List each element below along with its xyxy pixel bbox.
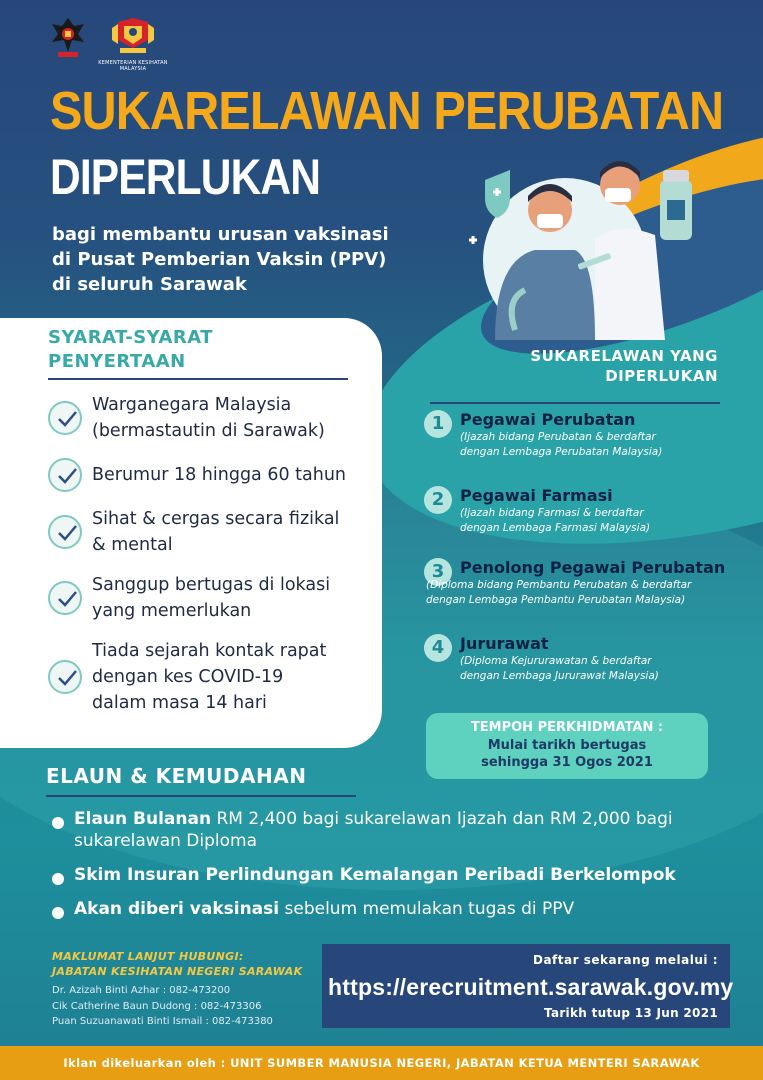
volunteer-desc: dengan Lembaga Farmasi Malaysia) <box>460 522 651 534</box>
requirement-text: Warganegara Malaysia <box>92 395 292 415</box>
subtitle <box>52 222 472 297</box>
requirement-text: Berumur 18 hingga 60 tahun <box>92 465 347 485</box>
check-icon <box>48 401 82 435</box>
contact-title-line: JABATAN KESIHATAN NEGERI SARAWAK <box>52 965 303 978</box>
service-period-line: Mulai tarikh bertugas <box>487 738 647 753</box>
subtitle-line: di seluruh Sarawak <box>52 274 247 295</box>
bullet-icon <box>52 817 64 829</box>
divider <box>48 378 348 380</box>
volunteers-title-line: SUKARELAWAN YANG <box>530 347 718 365</box>
contact-person: Cik Catherine Baun Dudong : 082-473306 <box>52 1000 262 1012</box>
volunteer-desc: (Diploma Kejururawatan & berdaftar <box>460 655 652 667</box>
requirement-item <box>48 572 364 624</box>
requirements-title: SYARAT-SYARAT PENYERTAAN <box>48 327 214 372</box>
benefits-title: ELAUN & KEMUDAHAN <box>46 764 307 788</box>
contact-title <box>52 949 302 979</box>
requirement-item <box>48 392 364 444</box>
number-badge: 3 <box>424 558 452 586</box>
requirement-text: (bermastautin di Sarawak) <box>92 421 325 441</box>
contact-title-line: MAKLUMAT LANJUT HUBUNGI: <box>52 950 244 963</box>
benefit-bold: Elaun Bulanan <box>74 809 212 829</box>
requirement-text: & mental <box>92 535 173 555</box>
benefit-text: RM 2,400 bagi sukarelawan Ijazah dan RM 2,000 bagi sukarelawan Diploma <box>74 809 673 851</box>
requirement-item <box>48 506 364 558</box>
logo-group <box>48 14 168 72</box>
requirement-text: yang memerlukan <box>92 601 252 621</box>
sarawak-crest-logo <box>48 14 86 60</box>
register-label: Daftar sekarang melalui : <box>533 953 718 967</box>
volunteer-desc: dengan Lembaga Pembantu Perubatan Malaysia) <box>426 594 686 606</box>
requirements-card <box>0 318 382 748</box>
benefit-item <box>52 808 712 852</box>
volunteer-desc: dengan Lembaga Perubatan Malaysia) <box>460 446 663 458</box>
volunteer-item <box>424 486 650 536</box>
volunteer-item <box>424 558 725 608</box>
footer: Iklan dikeluarkan oleh : UNIT SUMBER MANUSIA NEGERI, JABATAN KETUA MENTERI SARAWAK <box>0 1046 763 1080</box>
benefit-text: sebelum memulakan tugas di PPV <box>279 899 575 919</box>
benefit-item <box>52 898 712 920</box>
number-badge: 4 <box>424 634 452 662</box>
bullet-icon <box>52 907 64 919</box>
volunteer-role: Penolong Pegawai Perubatan <box>460 558 726 577</box>
volunteer-role: Pegawai Perubatan <box>460 410 636 429</box>
vaccination-illustration <box>455 140 705 340</box>
requirement-text: dengan kes COVID-19 <box>92 667 284 687</box>
benefit-bold: Skim Insuran Perlindungan Kemalangan Peribadi Berkelompok <box>74 865 676 885</box>
requirement-item <box>48 638 364 716</box>
number-badge: 2 <box>424 486 452 514</box>
ministry-name: KEMENTERIAN KESIHATAN MALAYSIA <box>98 60 168 72</box>
check-icon <box>48 458 82 492</box>
subtitle-line: di Pusat Pemberian Vaksin (PPV) <box>52 249 387 270</box>
register-url-link[interactable]: https://erecruitment.sarawak.gov.my <box>328 974 734 1000</box>
requirement-text: Sihat & cergas secara fizikal <box>92 509 340 529</box>
volunteer-desc: (Ijazah bidang Farmasi & berdaftar <box>460 507 644 519</box>
check-icon <box>48 581 82 615</box>
requirement-text: dalam masa 14 hari <box>92 693 267 713</box>
volunteer-desc: (Diploma bidang Pembantu Perubatan & berdaftar <box>426 579 692 591</box>
bullet-icon <box>52 873 64 885</box>
contact-person: Dr. Azizah Binti Azhar : 082-473200 <box>52 985 231 996</box>
service-period-box <box>426 713 708 779</box>
service-period-title: TEMPOH PERKHIDMATAN : <box>470 720 664 735</box>
divider <box>46 795 356 797</box>
closing-date: Tarikh tutup 13 Jun 2021 <box>544 1006 718 1020</box>
volunteer-item <box>424 634 659 684</box>
volunteer-role: Pegawai Farmasi <box>460 486 613 505</box>
main-title: SUKARELAWAN PERUBATAN <box>50 81 724 141</box>
ministry-of-health-logo <box>98 14 168 72</box>
volunteer-desc: dengan Lembaga Jururawat Malaysia) <box>460 670 659 682</box>
service-period-line: sehingga 31 Ogos 2021 <box>481 755 653 770</box>
check-icon <box>48 515 82 549</box>
check-icon <box>48 660 82 694</box>
volunteers-title-line: DIPERLUKAN <box>605 367 718 385</box>
volunteers-title <box>470 346 718 386</box>
volunteer-item <box>424 410 662 460</box>
divider <box>430 402 720 404</box>
main-title-secondary: DIPERLUKAN <box>50 149 321 205</box>
requirement-text: Sanggup bertugas di lokasi <box>92 575 331 595</box>
register-box <box>322 944 734 1028</box>
number-badge: 1 <box>424 410 452 438</box>
subtitle-line: bagi membantu urusan vaksinasi <box>52 224 389 245</box>
volunteer-desc: (Ijazah bidang Perubatan & berdaftar <box>460 431 656 443</box>
contact-person: Puan Suzuanawati Binti Ismail : 082-473380 <box>52 1016 273 1027</box>
requirement-item <box>48 458 364 492</box>
benefit-item <box>52 864 712 886</box>
benefit-bold: Akan diberi vaksinasi <box>74 899 280 919</box>
requirement-text: Tiada sejarah kontak rapat <box>92 641 327 661</box>
volunteer-role: Jururawat <box>460 634 549 653</box>
contact-list <box>52 983 273 1030</box>
